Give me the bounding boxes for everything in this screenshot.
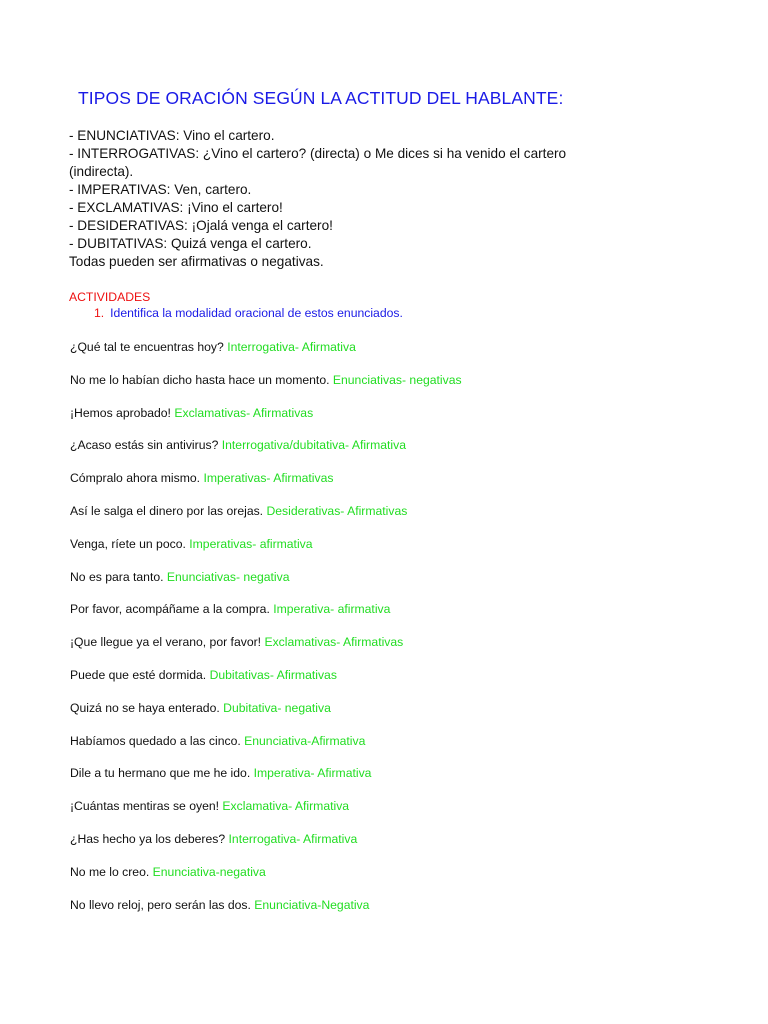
type-enunciativas: - ENUNCIATIVAS: Vino el cartero. bbox=[69, 128, 275, 143]
list-item bbox=[70, 799, 690, 832]
list-item bbox=[70, 865, 690, 898]
answer-text: Enunciativas- negativas bbox=[332, 372, 462, 387]
answer-text: Exclamativa- Afirmativa bbox=[222, 799, 350, 814]
answer-text: Enunciativas- negativa bbox=[166, 569, 290, 584]
activities-heading: ACTIVIDADES bbox=[69, 290, 151, 304]
type-interrogativas: - INTERROGATIVAS: ¿Vino el cartero? (directa) o Me dices si ha venido el cartero (indirecta). bbox=[69, 146, 567, 179]
sentence-text: No me lo habían dicho hasta hace un momento. bbox=[70, 372, 330, 387]
list-item bbox=[70, 734, 690, 767]
answer-text: Imperativa- afirmativa bbox=[273, 602, 391, 617]
answer-text: Interrogativa- Afirmativa bbox=[227, 340, 356, 354]
list-item bbox=[70, 406, 690, 439]
sentence-text: ¿Acaso estás sin antivirus? bbox=[70, 438, 219, 453]
sentence-text: Habíamos quedado a las cinco. bbox=[70, 733, 241, 748]
sentence-text: ¡Cuántas mentiras se oyen! bbox=[70, 799, 220, 814]
list-item bbox=[70, 504, 690, 537]
sentence-text: ¡Que llegue ya el verano, por favor! bbox=[70, 635, 262, 650]
instruction-number: 1. bbox=[94, 306, 105, 320]
sentence-text: Puede que esté dormida. bbox=[70, 667, 210, 682]
types-note: Todas pueden ser afirmativas o negativas. bbox=[69, 254, 324, 269]
answer-text: Exclamativas- Afirmativas bbox=[264, 635, 404, 650]
answer-text: Imperativas- Afirmativas bbox=[203, 471, 334, 486]
list-item bbox=[70, 635, 690, 668]
list-item bbox=[70, 537, 690, 570]
answer-text: Interrogativa/dubitativa- Afirmativa bbox=[221, 438, 407, 453]
list-item bbox=[70, 668, 690, 701]
type-dubitativas: - DUBITATIVAS: Quizá venga el cartero. bbox=[69, 236, 312, 251]
answer-text: Enunciativa-Afirmativa bbox=[244, 733, 366, 748]
sentence-text: Así le salga el dinero por las orejas. bbox=[70, 503, 264, 518]
sentence-text: No me lo creo. bbox=[70, 864, 150, 879]
sentence-types-list bbox=[69, 127, 589, 271]
answer-text: Interrogativa- Afirmativa bbox=[228, 831, 358, 846]
sentence-text: ¿Has hecho ya los deberes? bbox=[70, 831, 229, 846]
sentence-text: ¿Qué tal te encuentras hoy? bbox=[70, 340, 224, 354]
list-item bbox=[70, 438, 690, 471]
answer-text: Imperativa- Afirmativa bbox=[253, 766, 372, 781]
page-title: TIPOS DE ORACIÓN SEGÚN LA ACTITUD DEL HABLANTE: bbox=[78, 88, 564, 108]
list-item bbox=[70, 340, 690, 373]
activity-instruction bbox=[94, 306, 403, 320]
sentences-list bbox=[70, 340, 690, 930]
sentence-text: No llevo reloj, pero serán las dos. bbox=[70, 897, 251, 912]
list-item bbox=[70, 602, 690, 635]
answer-text: Exclamativas- Afirmativas bbox=[174, 405, 314, 420]
instruction-text: Identifica la modalidad oracional de estos enunciados. bbox=[110, 306, 403, 320]
list-item bbox=[70, 373, 690, 406]
answer-text: Enunciativa-Negativa bbox=[254, 897, 370, 912]
list-item bbox=[70, 898, 690, 931]
answer-text: Dubitativa- negativa bbox=[223, 700, 331, 715]
sentence-text: Por favor, acompáñame a la compra. bbox=[70, 602, 270, 617]
type-desiderativas: - DESIDERATIVAS: ¡Ojalá venga el cartero! bbox=[69, 218, 333, 233]
list-item bbox=[70, 766, 690, 799]
type-exclamativas: - EXCLAMATIVAS: ¡Vino el cartero! bbox=[69, 200, 283, 215]
answer-text: Dubitativas- Afirmativas bbox=[209, 667, 337, 682]
answer-text: Enunciativa-negativa bbox=[152, 864, 266, 879]
type-imperativas: - IMPERATIVAS: Ven, cartero. bbox=[69, 182, 252, 197]
sentence-text: Venga, ríete un poco. bbox=[70, 536, 190, 551]
list-item bbox=[70, 471, 690, 504]
sentence-text: Cómpralo ahora mismo. bbox=[70, 471, 201, 486]
list-item bbox=[70, 701, 690, 734]
sentence-text: ¡Hemos aprobado! bbox=[70, 405, 171, 420]
sentence-text: Dile a tu hermano que me he ido. bbox=[70, 766, 251, 781]
list-item bbox=[70, 570, 690, 603]
list-item bbox=[70, 832, 690, 865]
answer-text: Imperativas- afirmativa bbox=[189, 536, 313, 551]
sentence-text: Quizá no se haya enterado. bbox=[70, 700, 220, 715]
answer-text: Desiderativas- Afirmativas bbox=[266, 503, 408, 518]
sentence-text: No es para tanto. bbox=[70, 569, 167, 584]
